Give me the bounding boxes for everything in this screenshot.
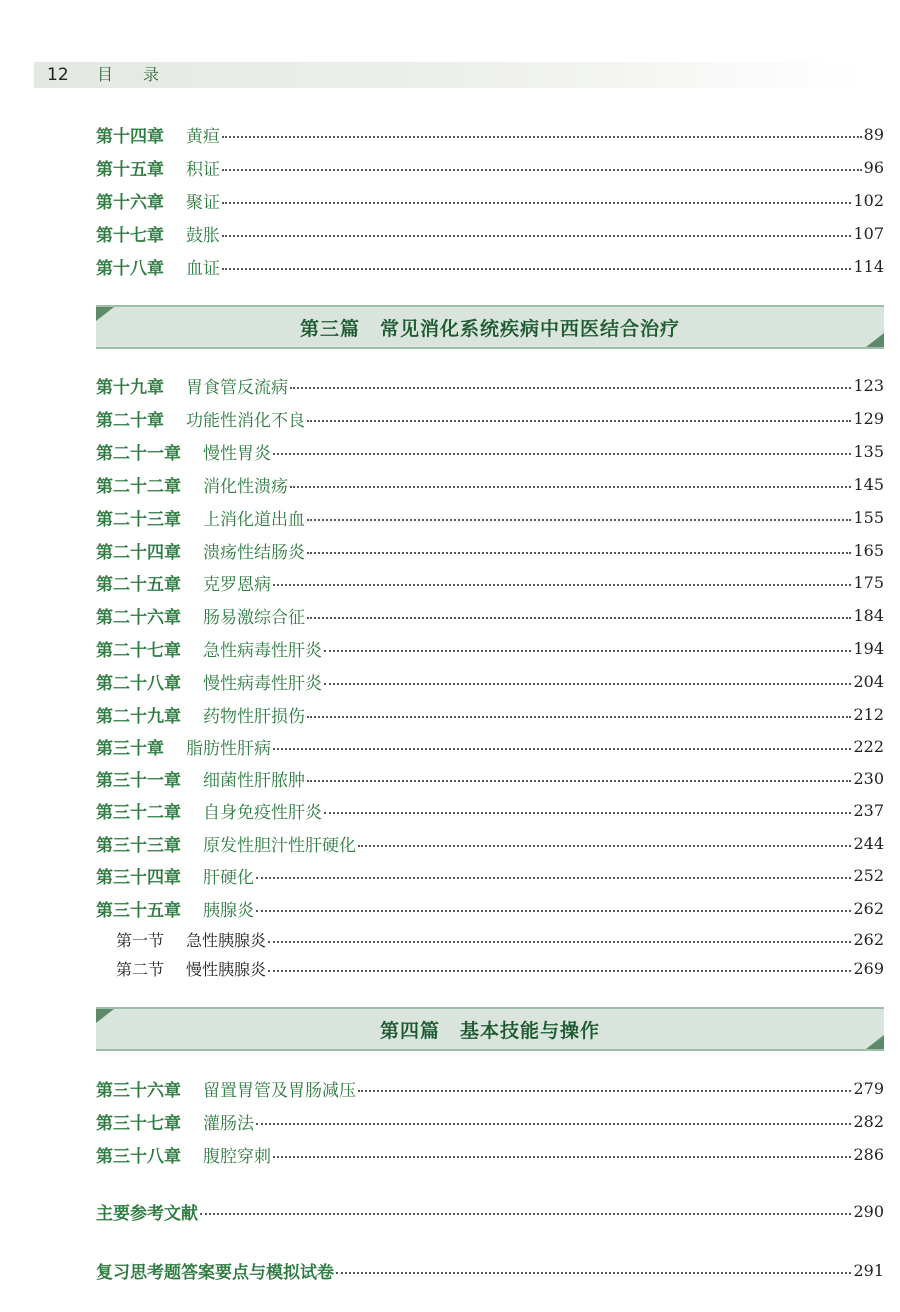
toc-entry-ch38[interactable]: [96, 1141, 884, 1167]
part-3-title: 第三篇 常见消化系统疾病中西医结合治疗: [299, 318, 680, 340]
chapter-title: 细菌性肝脓肿: [203, 770, 305, 791]
section-title: 急性胰腺炎: [186, 930, 267, 950]
chapter-title: 自身免疫性肝炎: [203, 802, 322, 823]
chapter-number: 第二十九章: [96, 706, 181, 727]
chapter-title: 鼓胀: [186, 225, 220, 246]
toc-entry-section-1[interactable]: [116, 926, 884, 952]
chapter-number: 第二十五章: [96, 574, 181, 595]
leader-dots: [273, 1156, 851, 1158]
leader-dots: [307, 617, 851, 619]
chapter-number: 第二十七章: [96, 640, 181, 661]
page-ref: 175: [853, 572, 884, 592]
appendix-title: 复习思考题答案要点与模拟试卷: [96, 1262, 334, 1283]
toc-entry-ch23[interactable]: [96, 504, 884, 530]
chapter-number: 第二十二章: [96, 476, 181, 497]
page-number: 12: [47, 65, 69, 85]
chapter-title: 原发性胆汁性肝硬化: [203, 835, 356, 856]
toc-entry-ch34[interactable]: [96, 862, 884, 888]
toc-entry-ch24[interactable]: [96, 537, 884, 563]
toc-entry-ch15[interactable]: [96, 154, 884, 180]
appendix-title: 主要参考文献: [96, 1203, 198, 1224]
chapter-number: 第三十八章: [96, 1146, 181, 1167]
toc-entry-ch22[interactable]: [96, 471, 884, 497]
chapter-number: 第二十三章: [96, 509, 181, 530]
page-ref: 123: [853, 375, 884, 395]
leader-dots: [307, 552, 851, 554]
leader-dots: [307, 716, 851, 718]
page-ref: 165: [853, 540, 884, 560]
chapter-title: 溃疡性结肠炎: [203, 542, 305, 563]
toc-entry-ch20[interactable]: [96, 405, 884, 431]
toc-entry-answers[interactable]: [96, 1257, 884, 1283]
page-ref: 282: [853, 1111, 884, 1131]
part-4-banner: [96, 1007, 884, 1051]
chapter-number: 第三十七章: [96, 1113, 181, 1134]
leader-dots: [273, 748, 851, 750]
toc-entry-ch37[interactable]: [96, 1108, 884, 1134]
leader-dots: [336, 1272, 851, 1274]
section-number: 第二节: [116, 959, 165, 979]
chapter-title: 血证: [186, 258, 220, 279]
part-3-banner: [96, 305, 884, 349]
leader-dots: [358, 1090, 851, 1092]
chapter-title: 肝硬化: [203, 867, 254, 888]
chapter-title: 克罗恩病: [203, 574, 271, 595]
page-ref: 96: [863, 157, 884, 177]
chapter-number: 第十五章: [96, 159, 164, 180]
page-ref: 244: [853, 833, 884, 853]
chapter-title: 急性病毒性肝炎: [203, 640, 322, 661]
toc-entry-ch30[interactable]: [96, 733, 884, 759]
page-ref: 286: [853, 1144, 884, 1164]
chapter-number: 第二十六章: [96, 607, 181, 628]
chapter-title: 胰腺炎: [203, 900, 254, 921]
page-ref: 204: [853, 671, 884, 691]
toc-entry-ch31[interactable]: [96, 765, 884, 791]
chapter-title: 消化性溃疡: [203, 476, 288, 497]
page-ref: 262: [853, 929, 884, 949]
page-ref: 291: [853, 1260, 884, 1280]
chapter-number: 第三十五章: [96, 900, 181, 921]
toc-entry-ch29[interactable]: [96, 701, 884, 727]
toc-entry-ch26[interactable]: [96, 602, 884, 628]
page-ref: 145: [853, 474, 884, 494]
toc-entry-ch16[interactable]: [96, 187, 884, 213]
page-ref: 135: [853, 441, 884, 461]
leader-dots: [222, 202, 851, 204]
page-ref: 252: [853, 865, 884, 885]
leader-dots: [290, 387, 851, 389]
chapter-title: 灌肠法: [203, 1113, 254, 1134]
toc-entry-ch21[interactable]: [96, 438, 884, 464]
chapter-number: 第三十章: [96, 738, 164, 759]
leader-dots: [324, 812, 851, 814]
chapter-title: 功能性消化不良: [186, 410, 305, 431]
part-4-title: 第四篇 基本技能与操作: [379, 1020, 600, 1042]
leader-dots: [268, 970, 851, 972]
page-ref: 279: [853, 1078, 884, 1098]
toc-entry-ch32[interactable]: [96, 797, 884, 823]
leader-dots: [222, 169, 862, 171]
page-ref: 230: [853, 768, 884, 788]
toc-entry-ch14[interactable]: [96, 121, 884, 147]
leader-dots: [256, 910, 851, 912]
leader-dots: [307, 780, 851, 782]
leader-dots: [200, 1213, 851, 1215]
leader-dots: [268, 941, 851, 943]
toc-entry-ch19[interactable]: [96, 372, 884, 398]
leader-dots: [273, 584, 851, 586]
chapter-title: 聚证: [186, 192, 220, 213]
section-number: 第一节: [116, 930, 165, 950]
page-ref: 114: [853, 256, 884, 276]
chapter-number: 第二十八章: [96, 673, 181, 694]
page-ref: 222: [853, 736, 884, 756]
chapter-number: 第二十章: [96, 410, 164, 431]
toc-entry-ch18[interactable]: [96, 253, 884, 279]
leader-dots: [273, 453, 851, 455]
page-ref: 194: [853, 638, 884, 658]
running-header-title: 目录: [97, 65, 190, 84]
chapter-number: 第三十三章: [96, 835, 181, 856]
page-ref: 184: [853, 605, 884, 625]
toc-entry-ch27[interactable]: [96, 635, 884, 661]
page-ref: 237: [853, 800, 884, 820]
page-ref: 212: [853, 704, 884, 724]
chapter-title: 留置胃管及胃肠减压: [203, 1080, 356, 1101]
toc-entry-ch36[interactable]: [96, 1075, 884, 1101]
chapter-title: 慢性胃炎: [203, 443, 271, 464]
leader-dots: [256, 877, 851, 879]
page-ref: 290: [853, 1201, 884, 1221]
leader-dots: [307, 519, 851, 521]
chapter-title: 积证: [186, 159, 220, 180]
chapter-number: 第十九章: [96, 377, 164, 398]
toc-entry-ch17[interactable]: [96, 220, 884, 246]
page-ref: 107: [853, 223, 884, 243]
chapter-title: 肠易激综合征: [203, 607, 305, 628]
chapter-title: 黄疸: [186, 126, 220, 147]
page-ref: 262: [853, 898, 884, 918]
toc-entry-ch25[interactable]: [96, 569, 884, 595]
chapter-number: 第十四章: [96, 126, 164, 147]
toc-entry-section-2[interactable]: [116, 955, 884, 981]
toc-entry-ch33[interactable]: [96, 830, 884, 856]
page-ref: 155: [853, 507, 884, 527]
chapter-number: 第三十一章: [96, 770, 181, 791]
section-title: 慢性胰腺炎: [186, 959, 267, 979]
chapter-number: 第三十二章: [96, 802, 181, 823]
page-ref: 89: [863, 124, 884, 144]
chapter-number: 第十六章: [96, 192, 164, 213]
chapter-number: 第三十四章: [96, 867, 181, 888]
chapter-number: 第二十四章: [96, 542, 181, 563]
leader-dots: [324, 683, 851, 685]
page-ref: 269: [853, 958, 884, 978]
toc-entry-references[interactable]: [96, 1198, 884, 1224]
chapter-number: 第二十一章: [96, 443, 181, 464]
leader-dots: [222, 136, 862, 138]
chapter-number: 第十八章: [96, 258, 164, 279]
chapter-title: 药物性肝损伤: [203, 706, 305, 727]
chapter-number: 第三十六章: [96, 1080, 181, 1101]
leader-dots: [222, 268, 851, 270]
leader-dots: [358, 845, 851, 847]
leader-dots: [256, 1123, 851, 1125]
chapter-title: 腹腔穿刺: [203, 1146, 271, 1167]
toc-entry-ch35[interactable]: [96, 895, 884, 921]
leader-dots: [290, 486, 851, 488]
chapter-title: 上消化道出血: [203, 509, 305, 530]
chapter-title: 脂肪性肝病: [186, 738, 271, 759]
page-ref: 102: [853, 190, 884, 210]
chapter-title: 胃食管反流病: [186, 377, 288, 398]
toc-entry-ch28[interactable]: [96, 668, 884, 694]
chapter-number: 第十七章: [96, 225, 164, 246]
page-ref: 129: [853, 408, 884, 428]
leader-dots: [222, 235, 851, 237]
leader-dots: [324, 650, 851, 652]
leader-dots: [307, 420, 851, 422]
chapter-title: 慢性病毒性肝炎: [203, 673, 322, 694]
